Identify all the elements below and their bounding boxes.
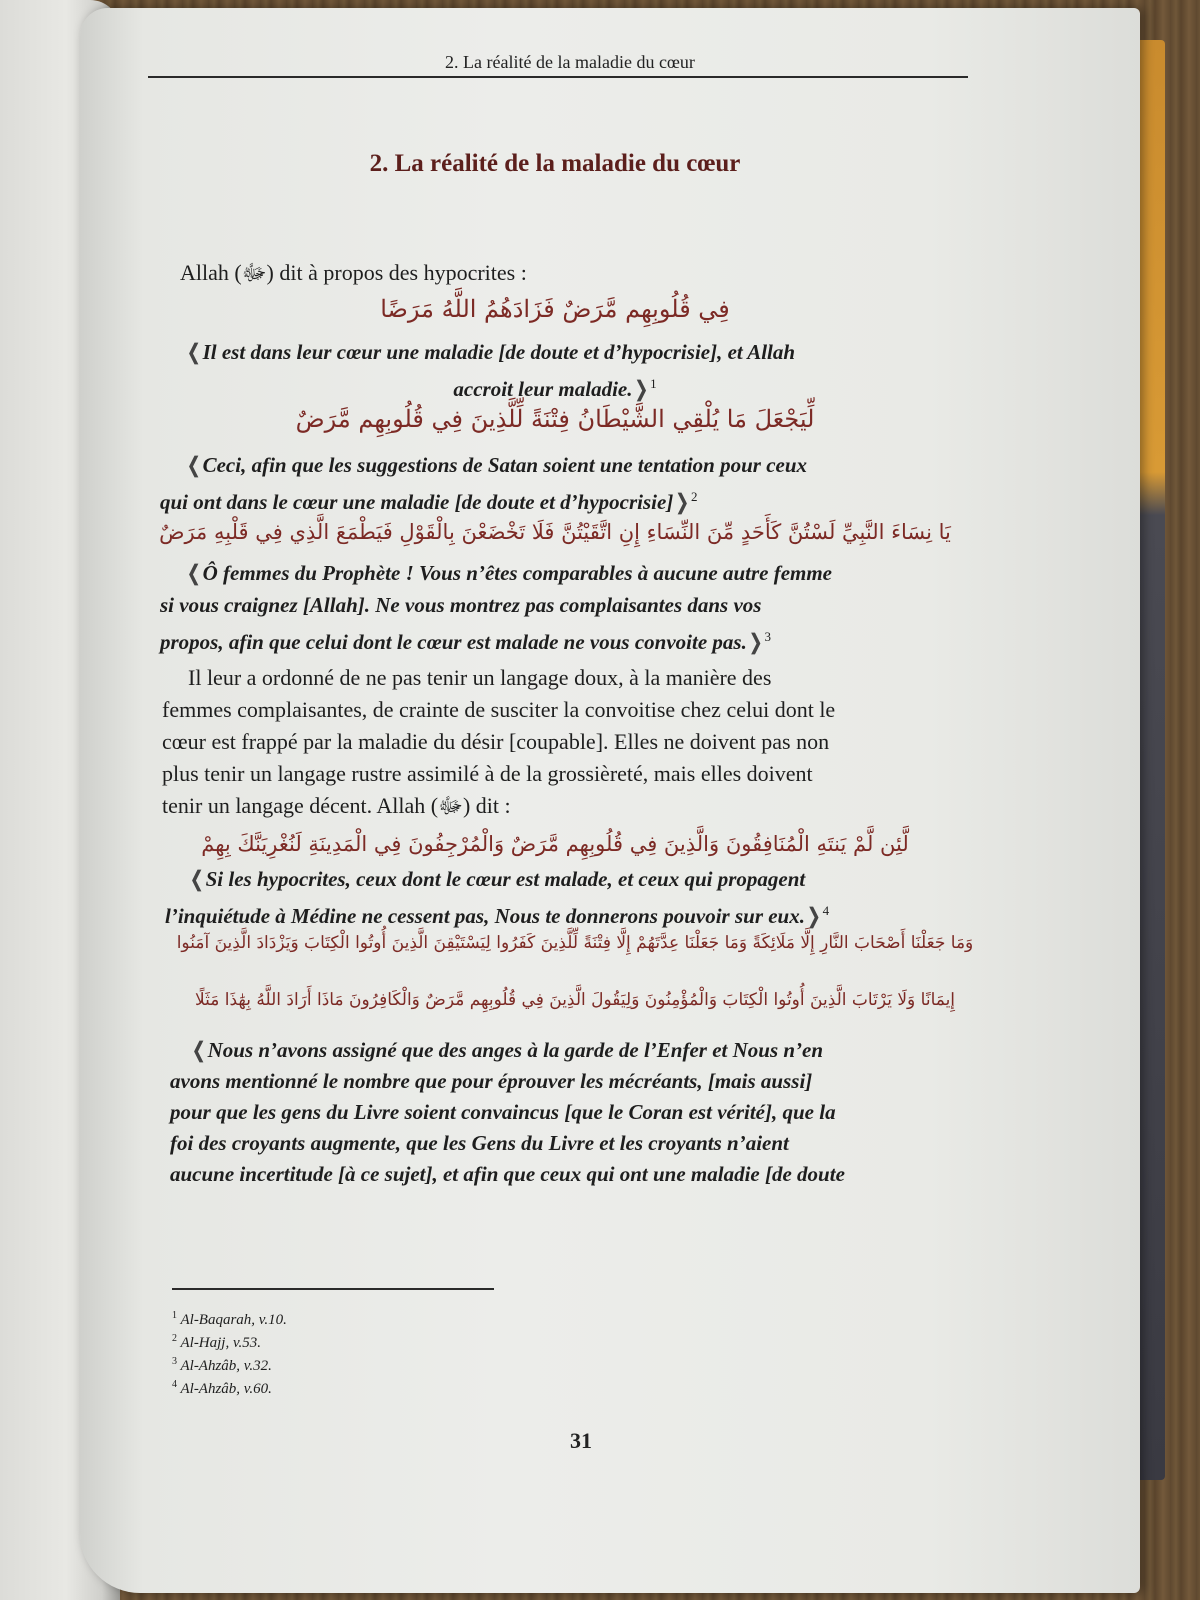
footnote-rule bbox=[172, 1288, 494, 1290]
verse4-arabic: لَّئِن لَّمْ يَنتَهِ الْمُنَافِقُونَ وَالَّذِينَ فِي قُلُوبِهِم مَّرَضٌ وَالْمُرْجِفُونَ فِي الْمَدِينَةِ لَنُغْرِيَنَّكَ بِهِمْ bbox=[201, 832, 909, 856]
verse2-line2: qui ont dans le cœur une maladie [de doute et d’hypocrisie]❭$^2$ bbox=[160, 489, 698, 514]
verse5-line2: avons mentionné le nombre que pour éprouver les mécréants, [mais aussi] bbox=[170, 1069, 813, 1093]
verse2-arabic: لِّيَجْعَلَ مَا يُلْقِي الشَّيْطَانُ فِتْنَةً لِّلَّذِينَ فِي قُلُوبِهِم مَّرَضٌ bbox=[295, 405, 815, 433]
verse3-line3: propos, afin que celui dont le cœur est malade ne vous convoite pas.❭$^3$ bbox=[160, 629, 771, 654]
verse5-line5: aucune incertitude [à ce sujet], et afin que ceux qui ont une maladie [de doute bbox=[170, 1162, 845, 1186]
paragraph-line5: tenir un langage décent. Allah (ﷻ) dit : bbox=[162, 793, 511, 818]
verse1-line2: accroit leur maladie.❭$^1$ bbox=[453, 376, 657, 401]
footnote-2: $^2$ Al-Hajj, v.53. bbox=[172, 1333, 262, 1351]
intro-text: Allah (ﷻ) dit à propos des hypocrites : bbox=[180, 260, 527, 285]
verse3-line1: ❬Ô femmes du Prophète ! Vous n’êtes comparables à aucune autre femme bbox=[185, 561, 833, 585]
footnote-3: $^3$ Al-Ahzâb, v.32. bbox=[172, 1356, 272, 1374]
paragraph-line3: cœur est frappé par la maladie du désir [coupable]. Elles ne doivent pas non bbox=[162, 729, 830, 754]
verse5-line1: ❬Nous n’avons assigné que des anges à la garde de l’Enfer et Nous n’en bbox=[190, 1038, 824, 1062]
verse5-line3: pour que les gens du Livre soient convaincus [que le Coran est vérité], que la bbox=[170, 1100, 836, 1124]
verse4-line1: ❬Si les hypocrites, ceux dont le cœur est malade, et ceux qui propagent bbox=[188, 867, 806, 891]
paragraph-line1: Il leur a ordonné de ne pas tenir un langage doux, à la manière des bbox=[188, 665, 772, 690]
header-rule bbox=[148, 76, 968, 78]
verse4-line2: l’inquiétude à Médine ne cessent pas, Nous te donnerons pouvoir sur eux.❭$^4$ bbox=[165, 903, 830, 928]
paragraph-line4: plus tenir un langage rustre assimilé à de la grossièreté, mais elles doivent bbox=[162, 761, 813, 786]
verse5-line4: foi des croyants augmente, que les Gens du Livre et les croyants n’aient bbox=[170, 1131, 789, 1155]
paragraph-line2: femmes complaisantes, de crainte de susciter la convoitise chez celui dont le bbox=[162, 697, 836, 722]
verse5-arabic-line2: إِيمَانًا وَلَا يَرْتَابَ الَّذِينَ أُوتُوا الْكِتَابَ وَالْمُؤْمِنُونَ وَلِيَقُولَ الَّذِينَ فِي قُلُوبِهِم مَّرَضٌ وَالْكَافِرُونَ مَاذَا أَرَادَ اللَّهُ بِهَٰذَا مَثَلًا bbox=[194, 990, 956, 1010]
page-number: 31 bbox=[570, 1428, 592, 1453]
verse5-arabic-line1: وَمَا جَعَلْنَا أَصْحَابَ النَّارِ إِلَّا مَلَائِكَةً وَمَا جَعَلْنَا عِدَّتَهُمْ إِلَّا فِتْنَةً لِّلَّذِينَ كَفَرُوا لِيَسْتَيْقِنَ الَّذِينَ أُوتُوا الْكِتَابَ وَيَزْدَادَ الَّذِينَ آمَنُوا bbox=[176, 933, 974, 953]
chapter-title: 2. La réalité de la maladie du cœur bbox=[369, 150, 741, 177]
footnote-4: $^4$ Al-Ahzâb, v.60. bbox=[172, 1379, 272, 1397]
verse3-line2: si vous craignez [Allah]. Ne vous montrez pas complaisantes dans vos bbox=[160, 593, 762, 617]
verse3-arabic: يَا نِسَاءَ النَّبِيِّ لَسْتُنَّ كَأَحَدٍ مِّنَ النِّسَاءِ إِنِ اتَّقَيْتُنَّ فَلَا تَخْضَعْنَ بِالْقَوْلِ فَيَطْمَعَ الَّذِي فِي قَلْبِهِ مَرَضٌ bbox=[159, 520, 951, 544]
footnote-1: $^1$ Al-Baqarah, v.10. bbox=[172, 1310, 287, 1328]
running-head: 2. La réalité de la maladie du cœur bbox=[445, 52, 695, 72]
verse2-line1: ❬Ceci, afin que les suggestions de Satan soient une tentation pour ceux bbox=[185, 453, 808, 477]
verse1-line1: ❬Il est dans leur cœur une maladie [de doute et d’hypocrisie], et Allah bbox=[185, 340, 796, 364]
verse1-arabic: فِي قُلُوبِهِم مَّرَضٌ فَزَادَهُمُ اللَّهُ مَرَضًا bbox=[380, 295, 730, 323]
